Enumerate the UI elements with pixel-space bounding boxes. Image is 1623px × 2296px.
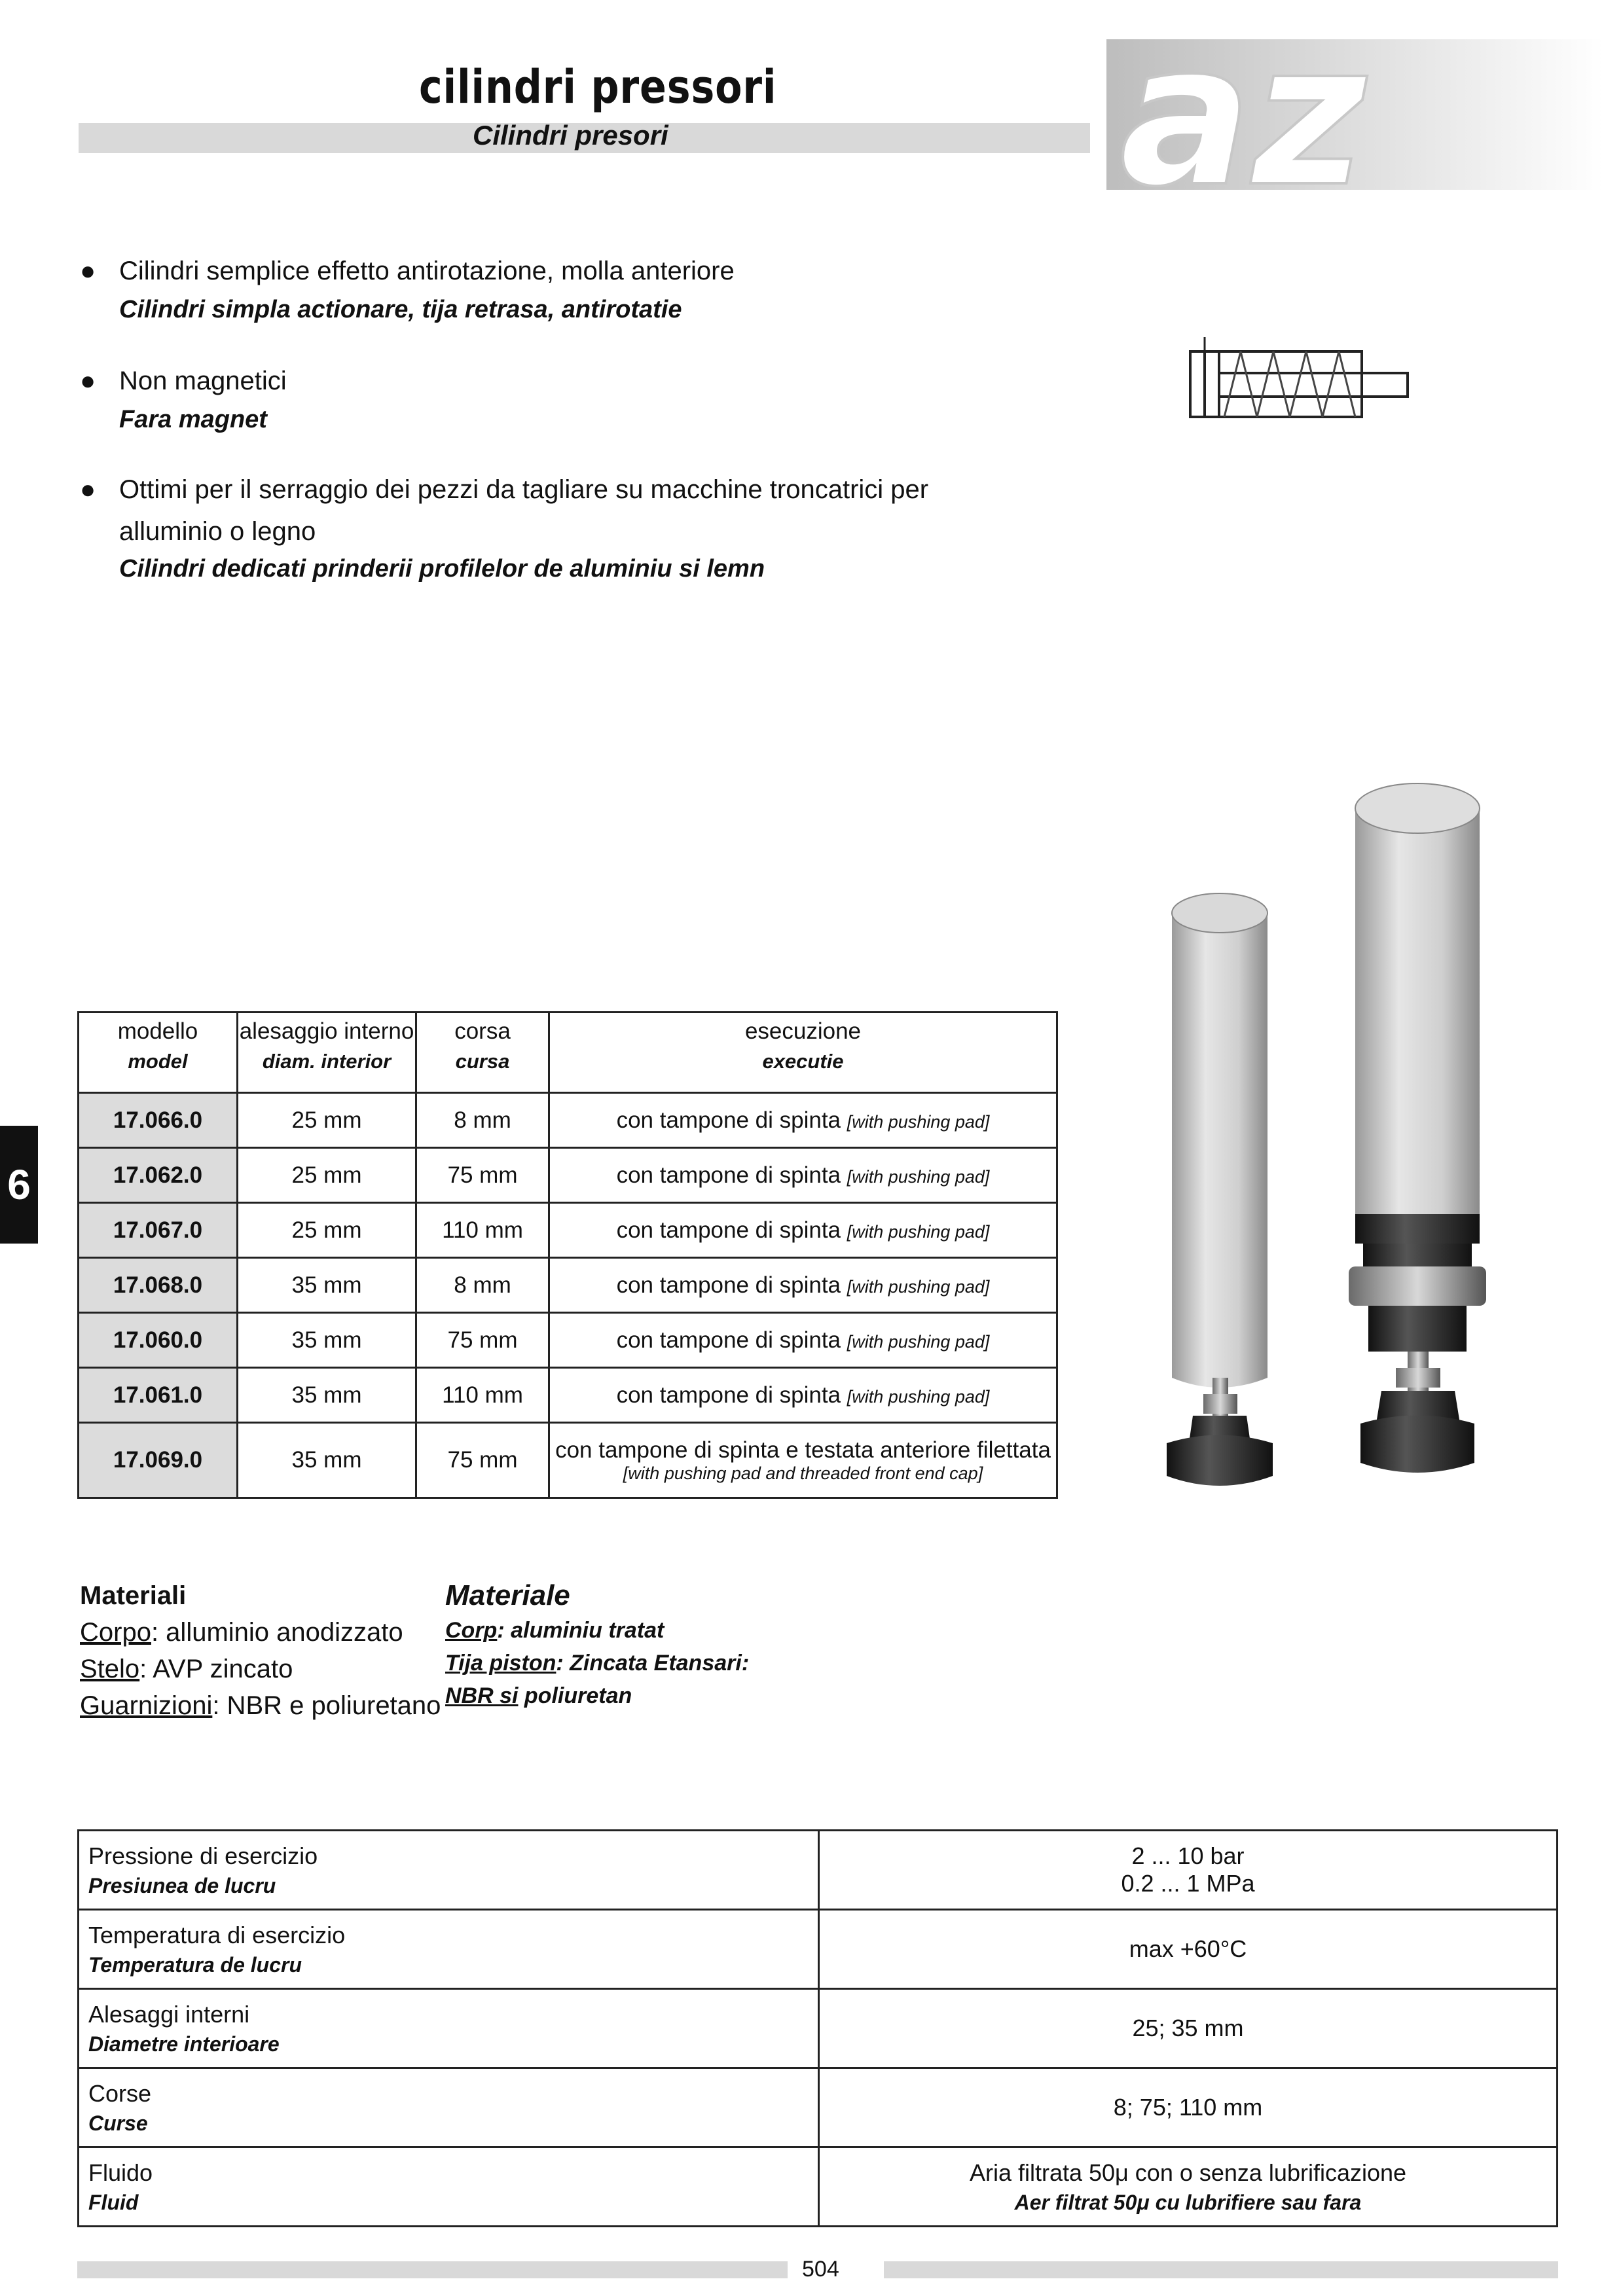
- specs-table: [77, 1829, 1558, 2227]
- spec-label: [79, 2147, 819, 2227]
- exec-it: con tampone di spinta: [616, 1272, 841, 1298]
- spec-label-ro: Fluid: [88, 2190, 139, 2214]
- spec-value: [819, 2147, 1558, 2227]
- header-stroke: [416, 1013, 549, 1093]
- model-bore: 35 mm: [238, 1258, 416, 1313]
- table-row: [79, 1203, 1057, 1258]
- exec-en: [with pushing pad]: [847, 1331, 990, 1352]
- model-bore: 35 mm: [238, 1368, 416, 1423]
- model-bore: 25 mm: [238, 1203, 416, 1258]
- spec-value-line: Aria filtrata 50μ con o senza lubrificazione: [969, 2159, 1407, 2186]
- material-key: NBR si: [445, 1683, 519, 1708]
- exec-it: con tampone di spinta: [616, 1107, 841, 1133]
- exec-en: [with pushing pad]: [847, 1386, 990, 1407]
- exec-it: con tampone di spinta: [616, 1327, 841, 1353]
- spec-row: [79, 1989, 1558, 2068]
- exec-it: con tampone di spinta: [616, 1217, 841, 1243]
- header-stroke-it: corsa: [454, 1018, 511, 1044]
- table-row: [79, 1423, 1057, 1498]
- material-key: Guarnizioni: [80, 1691, 213, 1720]
- bullet-2-it: Non magnetici: [119, 367, 287, 395]
- footer-bar-left: [77, 2261, 788, 2278]
- spec-label: [79, 1910, 819, 1989]
- page-subtitle: Cilindri presori: [473, 120, 668, 151]
- model-exec: [549, 1423, 1057, 1498]
- spec-value: max +60°C: [819, 1910, 1558, 1989]
- footer-bar-right: [884, 2261, 1558, 2278]
- brand-logo: [1106, 26, 1604, 203]
- exec-en: [with pushing pad and threaded front end cap]: [623, 1463, 983, 1483]
- bullet-dot: ●: [80, 475, 96, 504]
- header-exec-it: esecuzione: [744, 1018, 862, 1044]
- model-exec: [549, 1093, 1057, 1148]
- exec-en: [with pushing pad]: [847, 1166, 990, 1187]
- bullet-3-ro: Cilindri dedicati prinderii profilelor de aluminiu si lemn: [119, 555, 765, 583]
- materials-title-ro: Materiale: [445, 1579, 570, 1611]
- model-bore: 35 mm: [238, 1313, 416, 1368]
- spec-label-ro: Presiunea de lucru: [88, 1873, 276, 1897]
- table-row: [79, 1313, 1057, 1368]
- material-line: [445, 1647, 749, 1679]
- spec-label-it: Corse: [88, 2079, 152, 2107]
- spec-label: [79, 1989, 819, 2068]
- model-stroke: 75 mm: [416, 1148, 549, 1203]
- models-table: [77, 1011, 1058, 1499]
- material-line: [80, 1651, 441, 1687]
- materials-title-it: Materiali: [80, 1581, 187, 1610]
- bullet-3-it-line1: Ottimi per il serraggio dei pezzi da tagliare su macchine troncatrici per: [119, 475, 929, 504]
- header-model-ro: model: [128, 1050, 188, 1073]
- spec-label-ro: Temperatura de lucru: [88, 1952, 302, 1977]
- model-stroke: 8 mm: [416, 1258, 549, 1313]
- model-exec: [549, 1258, 1057, 1313]
- material-value: : alluminio anodizzato: [151, 1618, 403, 1647]
- exec-en: [with pushing pad]: [847, 1276, 990, 1297]
- model-code: 17.061.0: [79, 1368, 238, 1423]
- spec-value: 8; 75; 110 mm: [819, 2068, 1558, 2147]
- material-value: : Zincata Etansari:: [556, 1651, 750, 1676]
- spec-row: [79, 1831, 1558, 1910]
- model-code: 17.069.0: [79, 1423, 238, 1498]
- spec-label-ro: Diametre interioare: [88, 2032, 280, 2056]
- spec-value-line: 0.2 ... 1 MPa: [1121, 1870, 1255, 1897]
- bullet-dot: ●: [80, 367, 96, 395]
- spec-label: [79, 2068, 819, 2147]
- section-tab: 6: [0, 1126, 38, 1244]
- material-key: Tija piston: [445, 1651, 556, 1676]
- spec-row: [79, 1910, 1558, 1989]
- spec-value: [819, 1831, 1558, 1910]
- table-row: [79, 1093, 1057, 1148]
- bullet-1-ro: Cilindri simpla actionare, tija retrasa, antirotatie: [119, 296, 682, 323]
- spec-label-it: Temperatura di esercizio: [88, 1921, 346, 1948]
- model-stroke: 110 mm: [416, 1368, 549, 1423]
- header-bore-it: alesaggio interno: [239, 1018, 414, 1044]
- spec-row: [79, 2068, 1558, 2147]
- header-model-it: modello: [117, 1018, 198, 1044]
- exec-en: [with pushing pad]: [847, 1221, 990, 1242]
- model-exec: [549, 1368, 1057, 1423]
- spec-value-line-ro: Aer filtrat 50μ cu lubrifiere sau fara: [1014, 2190, 1362, 2214]
- model-code: 17.062.0: [79, 1148, 238, 1203]
- bullet-1-it: Cilindri semplice effetto antirotazione, molla anteriore: [119, 257, 735, 285]
- model-exec: [549, 1148, 1057, 1203]
- page-title: cilindri pressori: [419, 60, 777, 114]
- model-bore: 25 mm: [238, 1093, 416, 1148]
- spec-label: [79, 1831, 819, 1910]
- material-value: poliuretan: [518, 1683, 632, 1708]
- bullet-dot: ●: [80, 257, 96, 285]
- material-line: [80, 1687, 441, 1724]
- material-line: [80, 1614, 441, 1651]
- header-model: [79, 1013, 238, 1093]
- bullet-2-ro: Fara magnet: [119, 406, 267, 433]
- material-value: : AVP zincato: [139, 1655, 293, 1683]
- materials-ro: [445, 1577, 749, 1712]
- spec-label-it: Alesaggi interni: [88, 2000, 250, 2028]
- model-stroke: 75 mm: [416, 1423, 549, 1498]
- model-stroke: 110 mm: [416, 1203, 549, 1258]
- materials-it: [80, 1577, 441, 1724]
- spec-value-line: 2 ... 10 bar: [1131, 1842, 1245, 1869]
- header-exec: [549, 1013, 1057, 1093]
- model-bore: 25 mm: [238, 1148, 416, 1203]
- material-key: Corp: [445, 1618, 498, 1643]
- spec-label-it: Pressione di esercizio: [88, 1842, 318, 1869]
- exec-it: con tampone di spinta: [616, 1382, 841, 1408]
- material-key: Corpo: [80, 1618, 151, 1647]
- table-row: [79, 1368, 1057, 1423]
- model-bore: 35 mm: [238, 1423, 416, 1498]
- table-row: [79, 1148, 1057, 1203]
- material-value: : aluminiu tratat: [497, 1618, 665, 1643]
- model-code: 17.066.0: [79, 1093, 238, 1148]
- product-photo: [1152, 782, 1519, 1509]
- header-stroke-ro: cursa: [455, 1050, 510, 1073]
- bullet-3-it-line2: alluminio o legno: [119, 517, 316, 546]
- model-code: 17.068.0: [79, 1258, 238, 1313]
- header-bore: [238, 1013, 416, 1093]
- spec-label-ro: Curse: [88, 2111, 148, 2135]
- model-code: 17.067.0: [79, 1203, 238, 1258]
- header-bore-ro: diam. interior: [262, 1050, 392, 1073]
- logo-text: az: [1120, 26, 1367, 203]
- material-line: [445, 1679, 749, 1712]
- model-stroke: 8 mm: [416, 1093, 549, 1148]
- model-exec: [549, 1203, 1057, 1258]
- spec-row: [79, 2147, 1558, 2227]
- cylinder-symbol-diagram: [1178, 337, 1414, 425]
- header-exec-ro: executie: [762, 1050, 844, 1073]
- table-row: [79, 1258, 1057, 1313]
- model-stroke: 75 mm: [416, 1313, 549, 1368]
- exec-it: con tampone di spinta e testata anteriore filettata: [555, 1437, 1051, 1463]
- exec-it: con tampone di spinta: [616, 1162, 841, 1188]
- material-value: : NBR e poliuretano: [212, 1691, 441, 1720]
- material-key: Stelo: [80, 1655, 140, 1683]
- table-header-row: [79, 1013, 1057, 1093]
- spec-label-it: Fluido: [88, 2159, 153, 2186]
- model-code: 17.060.0: [79, 1313, 238, 1368]
- model-exec: [549, 1313, 1057, 1368]
- page-number: 504: [802, 2257, 839, 2282]
- material-line: [445, 1614, 749, 1647]
- exec-en: [with pushing pad]: [847, 1111, 990, 1132]
- spec-value: 25; 35 mm: [819, 1989, 1558, 2068]
